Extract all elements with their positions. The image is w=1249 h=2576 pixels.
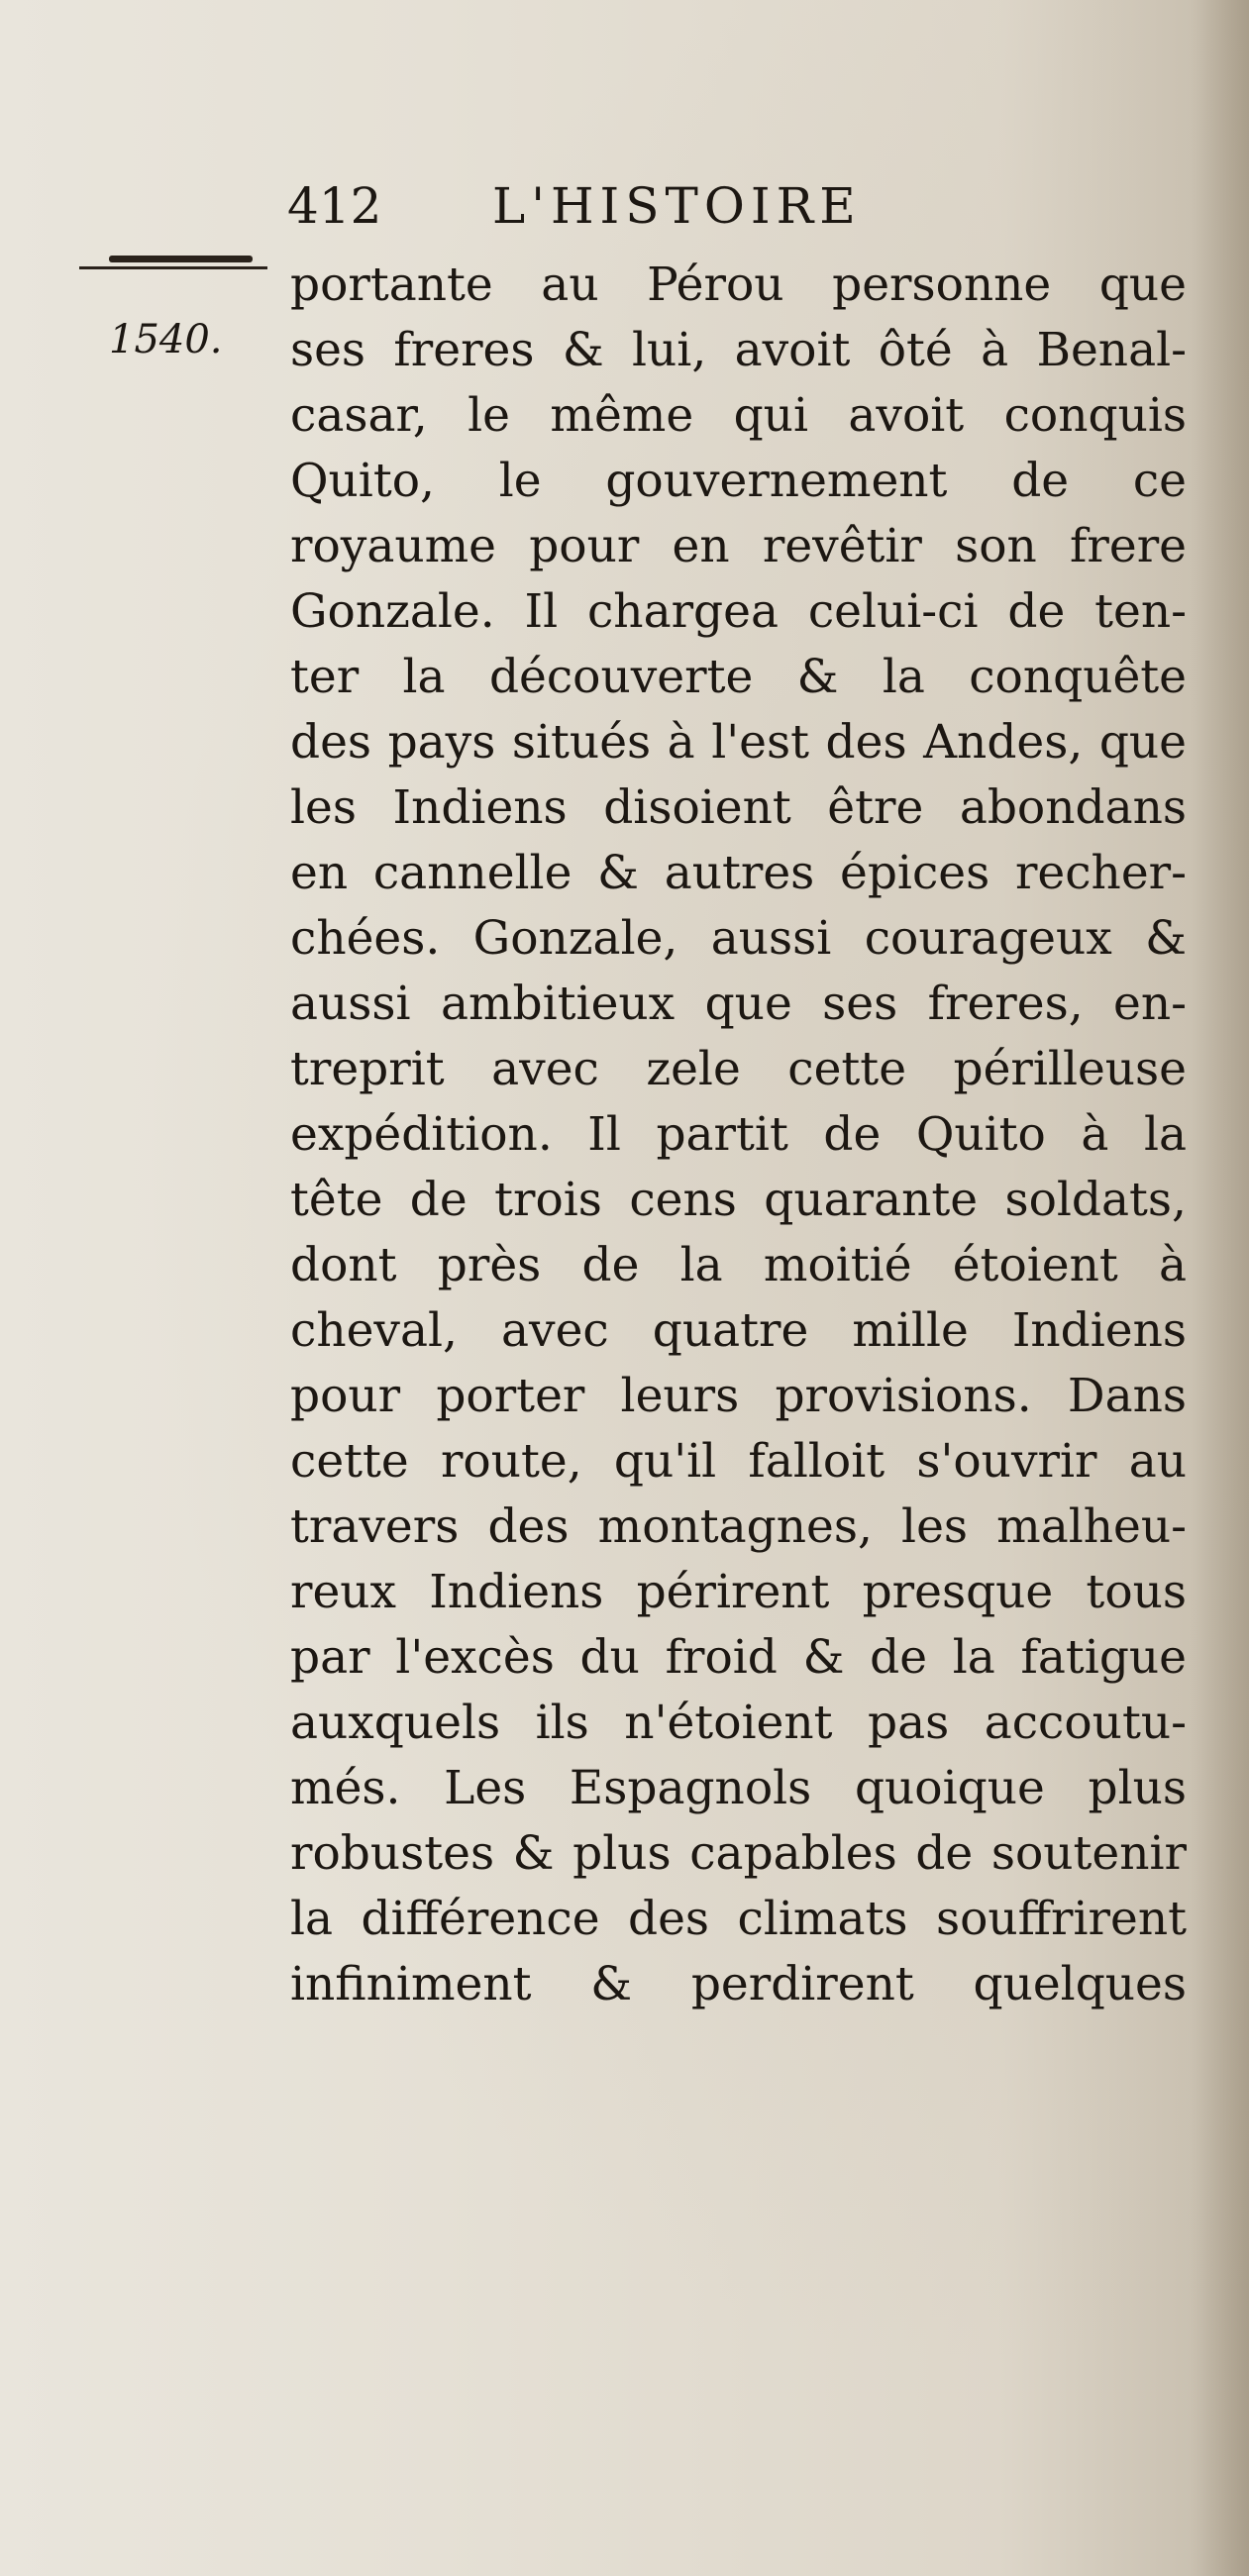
text-line: royaume pour en revêtir son frere: [290, 519, 1187, 573]
text-line: infiniment & perdirent quelques: [290, 1957, 1187, 2011]
text-line: dont près de la moitié étoient à: [290, 1238, 1187, 1292]
page-edge-shadow: [1190, 0, 1249, 2576]
text-line: des pays situés à l'est des Andes, que: [290, 715, 1187, 770]
text-line: auxquels ils n'étoient pas accoutu-: [290, 1696, 1187, 1750]
text-line: en cannelle & autres épices recher-: [290, 846, 1187, 900]
text-line: reux Indiens périrent presque tous: [290, 1565, 1187, 1619]
text-line: les Indiens disoient être abondans: [290, 780, 1187, 835]
text-line: ses freres & lui, avoit ôté à Benal-: [290, 323, 1187, 377]
text-line: la différence des climats souffrirent: [290, 1892, 1187, 1946]
text-line: expédition. Il partit de Quito à la: [290, 1107, 1187, 1162]
text-line: chées. Gonzale, aussi courageux &: [290, 911, 1187, 966]
text-line: portante au Pérou personne que: [290, 258, 1187, 312]
text-line: aussi ambitieux que ses freres, en-: [290, 977, 1187, 1031]
running-header: [287, 176, 981, 236]
text-line: cette route, qu'il falloit s'ouvrir au: [290, 1434, 1187, 1489]
text-line: Quito, le gouvernement de ce: [290, 454, 1187, 508]
header-rule-ornament: [109, 256, 253, 262]
text-line: pour porter leurs provisions. Dans: [290, 1369, 1187, 1423]
text-line: robustes & plus capables de soutenir: [290, 1826, 1187, 1881]
running-title: L'HISTOIRE: [492, 177, 862, 235]
text-line: par l'excès du froid & de la fatigue: [290, 1630, 1187, 1685]
margin-date: 1540.: [109, 317, 223, 362]
page-number: 412: [287, 177, 382, 235]
text-line: ter la découverte & la conquête: [290, 650, 1187, 704]
text-line: casar, le même qui avoit conquis: [290, 388, 1187, 443]
text-line: cheval, avec quatre mille Indiens: [290, 1303, 1187, 1358]
text-line: Gonzale. Il chargea celui-ci de ten-: [290, 584, 1187, 639]
text-line: tête de trois cens quarante soldats,: [290, 1173, 1187, 1227]
header-rule: [79, 256, 267, 271]
header-rule-line: [79, 266, 267, 269]
text-line: treprit avec zele cette périlleuse: [290, 1042, 1187, 1096]
body-text: [290, 253, 1187, 2017]
text-line: més. Les Espagnols quoique plus: [290, 1761, 1187, 1815]
text-line: travers des montagnes, les malheu-: [290, 1499, 1187, 1554]
